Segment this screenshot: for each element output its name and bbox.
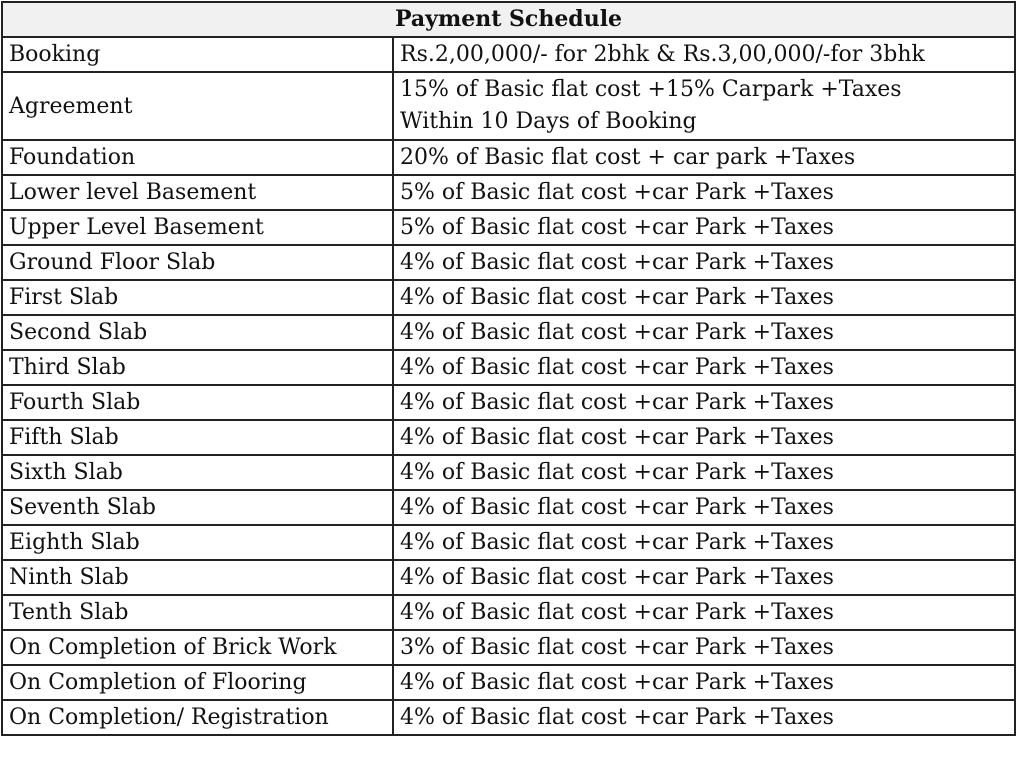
amount-line: 4% of Basic flat cost +car Park +Taxes [400, 389, 834, 415]
stage-cell: Booking [2, 37, 393, 72]
amount-line: 4% of Basic flat cost +car Park +Taxes [400, 249, 834, 275]
table-row [2, 525, 1015, 560]
amount-cell [393, 385, 1015, 420]
table-row [2, 175, 1015, 210]
payment-schedule-table [1, 1, 1016, 736]
stage-cell: Upper Level Basement [2, 210, 393, 245]
stage-cell: Fourth Slab [2, 385, 393, 420]
amount-line: 4% of Basic flat cost +car Park +Taxes [400, 354, 834, 380]
stage-cell: Seventh Slab [2, 490, 393, 525]
table-title-row [2, 2, 1015, 37]
amount-cell [393, 315, 1015, 350]
table-row [2, 455, 1015, 490]
amount-cell [393, 700, 1015, 735]
amount-line: 3% of Basic flat cost +car Park +Taxes [400, 634, 834, 660]
amount-cell [393, 420, 1015, 455]
amount-cell [393, 560, 1015, 595]
amount-cell [393, 72, 1015, 140]
table-row [2, 595, 1015, 630]
table-row [2, 350, 1015, 385]
amount-line: 4% of Basic flat cost +car Park +Taxes [400, 704, 834, 730]
table-row [2, 140, 1015, 175]
stage-cell: Tenth Slab [2, 595, 393, 630]
stage-cell: Second Slab [2, 315, 393, 350]
amount-line: 4% of Basic flat cost +car Park +Taxes [400, 529, 834, 555]
stage-cell: Agreement [2, 72, 393, 140]
amount-cell [393, 630, 1015, 665]
table-row [2, 490, 1015, 525]
stage-cell: On Completion/ Registration [2, 700, 393, 735]
amount-cell [393, 210, 1015, 245]
table-title: Payment Schedule [2, 2, 1015, 37]
amount-line: 4% of Basic flat cost +car Park +Taxes [400, 599, 834, 625]
amount-cell [393, 140, 1015, 175]
table-row [2, 245, 1015, 280]
amount-cell [393, 37, 1015, 72]
amount-line: 4% of Basic flat cost +car Park +Taxes [400, 669, 834, 695]
amount-line: 4% of Basic flat cost +car Park +Taxes [400, 459, 834, 485]
stage-cell: Lower level Basement [2, 175, 393, 210]
amount-line: 5% of Basic flat cost +car Park +Taxes [400, 214, 834, 240]
stage-cell: First Slab [2, 280, 393, 315]
table-row [2, 37, 1015, 72]
amount-cell [393, 455, 1015, 490]
amount-line: 4% of Basic flat cost +car Park +Taxes [400, 284, 834, 310]
stage-cell: Ninth Slab [2, 560, 393, 595]
amount-cell [393, 490, 1015, 525]
amount-line: Within 10 Days of Booking [400, 109, 697, 134]
table-row [2, 420, 1015, 455]
stage-cell: Fifth Slab [2, 420, 393, 455]
table-row [2, 72, 1015, 140]
amount-line: Rs.2,00,000/- for 2bhk & Rs.3,00,000/-for 3bhk [400, 41, 925, 67]
amount-line: 4% of Basic flat cost +car Park +Taxes [400, 494, 834, 520]
amount-cell [393, 175, 1015, 210]
amount-line: 4% of Basic flat cost +car Park +Taxes [400, 319, 834, 345]
stage-cell: Eighth Slab [2, 525, 393, 560]
stage-cell: Foundation [2, 140, 393, 175]
amount-line: 4% of Basic flat cost +car Park +Taxes [400, 564, 834, 590]
table-body [2, 37, 1015, 735]
stage-cell: Sixth Slab [2, 455, 393, 490]
table-row [2, 385, 1015, 420]
amount-line: 15% of Basic flat cost +15% Carpark +Taxes [400, 77, 902, 102]
amount-line: 5% of Basic flat cost +car Park +Taxes [400, 179, 834, 205]
table-row [2, 280, 1015, 315]
table-row [2, 630, 1015, 665]
amount-cell [393, 280, 1015, 315]
amount-cell [393, 245, 1015, 280]
table-row [2, 560, 1015, 595]
amount-line: 20% of Basic flat cost + car park +Taxes [400, 144, 856, 170]
amount-cell [393, 525, 1015, 560]
table-row [2, 210, 1015, 245]
amount-cell [393, 665, 1015, 700]
table-row [2, 315, 1015, 350]
stage-cell: Ground Floor Slab [2, 245, 393, 280]
stage-cell: On Completion of Flooring [2, 665, 393, 700]
table-row [2, 700, 1015, 735]
stage-cell: On Completion of Brick Work [2, 630, 393, 665]
amount-cell [393, 595, 1015, 630]
stage-cell: Third Slab [2, 350, 393, 385]
amount-line: 4% of Basic flat cost +car Park +Taxes [400, 424, 834, 450]
amount-cell [393, 350, 1015, 385]
table-row [2, 665, 1015, 700]
